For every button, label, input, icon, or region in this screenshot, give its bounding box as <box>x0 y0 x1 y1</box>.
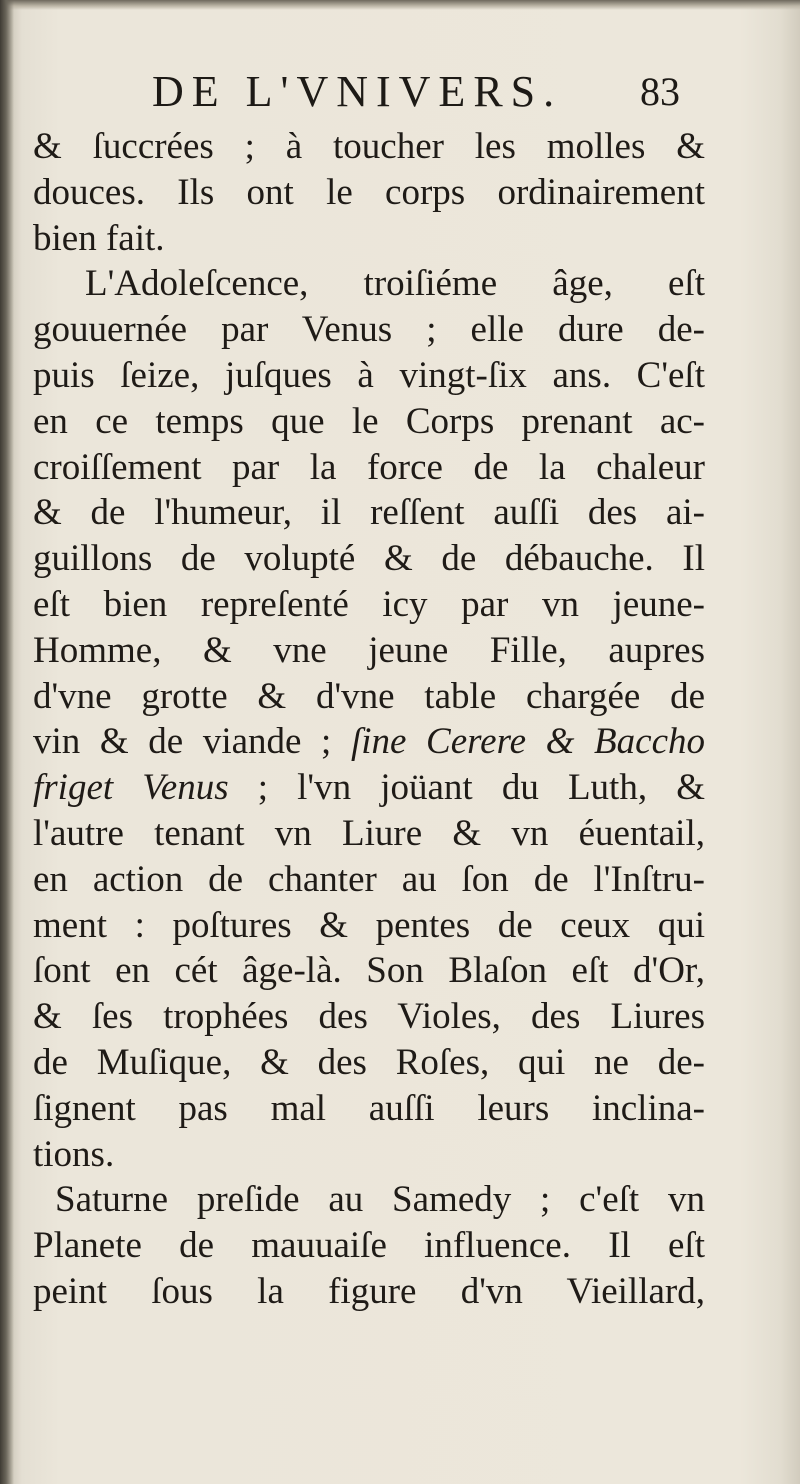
text-segment: l'autre tenant vn Liure & vn éuentail, <box>33 812 705 854</box>
text-segment: en action de chanter au ſon de l'Inſtru- <box>33 858 705 900</box>
text-segment: peint ſous la figure d'vn Vieillard, <box>33 1270 705 1312</box>
latin-quote: ſine Cerere & Baccho <box>350 721 705 763</box>
text-segment: & ſes trophées des Violes, des Liures <box>33 996 705 1038</box>
running-head: DE L'VNIVERS. <box>152 67 563 116</box>
text-segment: douces. Ils ont le corps ordinairement <box>33 171 705 213</box>
text-segment: & ſuccrées ; à toucher les molles & <box>33 126 705 167</box>
text-line <box>33 719 705 765</box>
text-segment: croiſſement par la force de la chaleur <box>33 446 705 488</box>
text-line <box>33 994 705 1040</box>
text-segment: bien fait. <box>33 217 165 259</box>
text-line <box>33 1086 705 1132</box>
text-line <box>33 307 705 353</box>
text-line <box>33 628 705 674</box>
text-segment: tions. <box>33 1133 115 1175</box>
text-line <box>33 765 705 811</box>
text-segment: puis ſeize, juſques à vingt-ſix ans. C'eſt <box>33 354 705 396</box>
page-number: 83 <box>640 69 680 114</box>
text-line <box>33 1269 705 1315</box>
text-line <box>33 490 705 536</box>
text-segment: Planete de mauuaiſe influence. Il eſt <box>33 1225 705 1267</box>
text-line <box>33 1223 705 1269</box>
body-text <box>33 124 705 1315</box>
text-segment: Saturne preſide au Samedy ; c'eſt vn <box>55 1179 705 1221</box>
text-line <box>33 903 705 949</box>
latin-quote: friget Venus <box>33 767 229 809</box>
text-segment: Homme, & vne jeune Fille, aupres <box>33 629 705 671</box>
text-segment: gouuernée par Venus ; elle dure de- <box>33 309 705 351</box>
text-segment: ; l'vn joüant du Luth, & <box>228 767 705 809</box>
text-segment: L'Adoleſcence, troiſiéme âge, eſt <box>85 263 705 305</box>
text-line <box>33 1132 705 1178</box>
page-top-shadow <box>0 0 800 10</box>
text-segment: guillons de volupté & de débauche. Il <box>33 538 705 580</box>
text-line <box>33 1177 705 1223</box>
text-segment: ſignent pas mal auſſi leurs inclina- <box>33 1087 705 1129</box>
text-line <box>33 1040 705 1086</box>
text-line <box>33 399 705 445</box>
text-line <box>33 353 705 399</box>
text-segment: en ce temps que le Corps prenant ac- <box>33 400 705 442</box>
binding-gutter <box>0 0 14 1484</box>
text-segment: vin & de viande ; <box>33 721 351 763</box>
text-line <box>33 674 705 720</box>
text-line <box>33 124 705 170</box>
text-line <box>33 536 705 582</box>
page-header <box>0 66 800 126</box>
text-line <box>33 857 705 903</box>
text-segment: de Muſique, & des Roſes, qui ne de- <box>33 1041 705 1083</box>
text-line <box>33 445 705 491</box>
text-segment: d'vne grotte & d'vne table chargée de <box>33 675 705 717</box>
text-line <box>33 948 705 994</box>
text-line <box>33 582 705 628</box>
text-line <box>33 216 705 262</box>
text-segment: & de l'humeur, il reſſent auſſi des ai- <box>33 492 705 534</box>
text-segment: eſt bien repreſenté icy par vn jeune- <box>33 583 705 625</box>
text-segment: ſont en cét âge-là. Son Blaſon eſt d'Or, <box>33 950 705 992</box>
text-line <box>33 170 705 216</box>
text-segment: ment : poſtures & pentes de ceux qui <box>33 904 705 946</box>
text-line <box>33 811 705 857</box>
text-line <box>33 261 705 307</box>
